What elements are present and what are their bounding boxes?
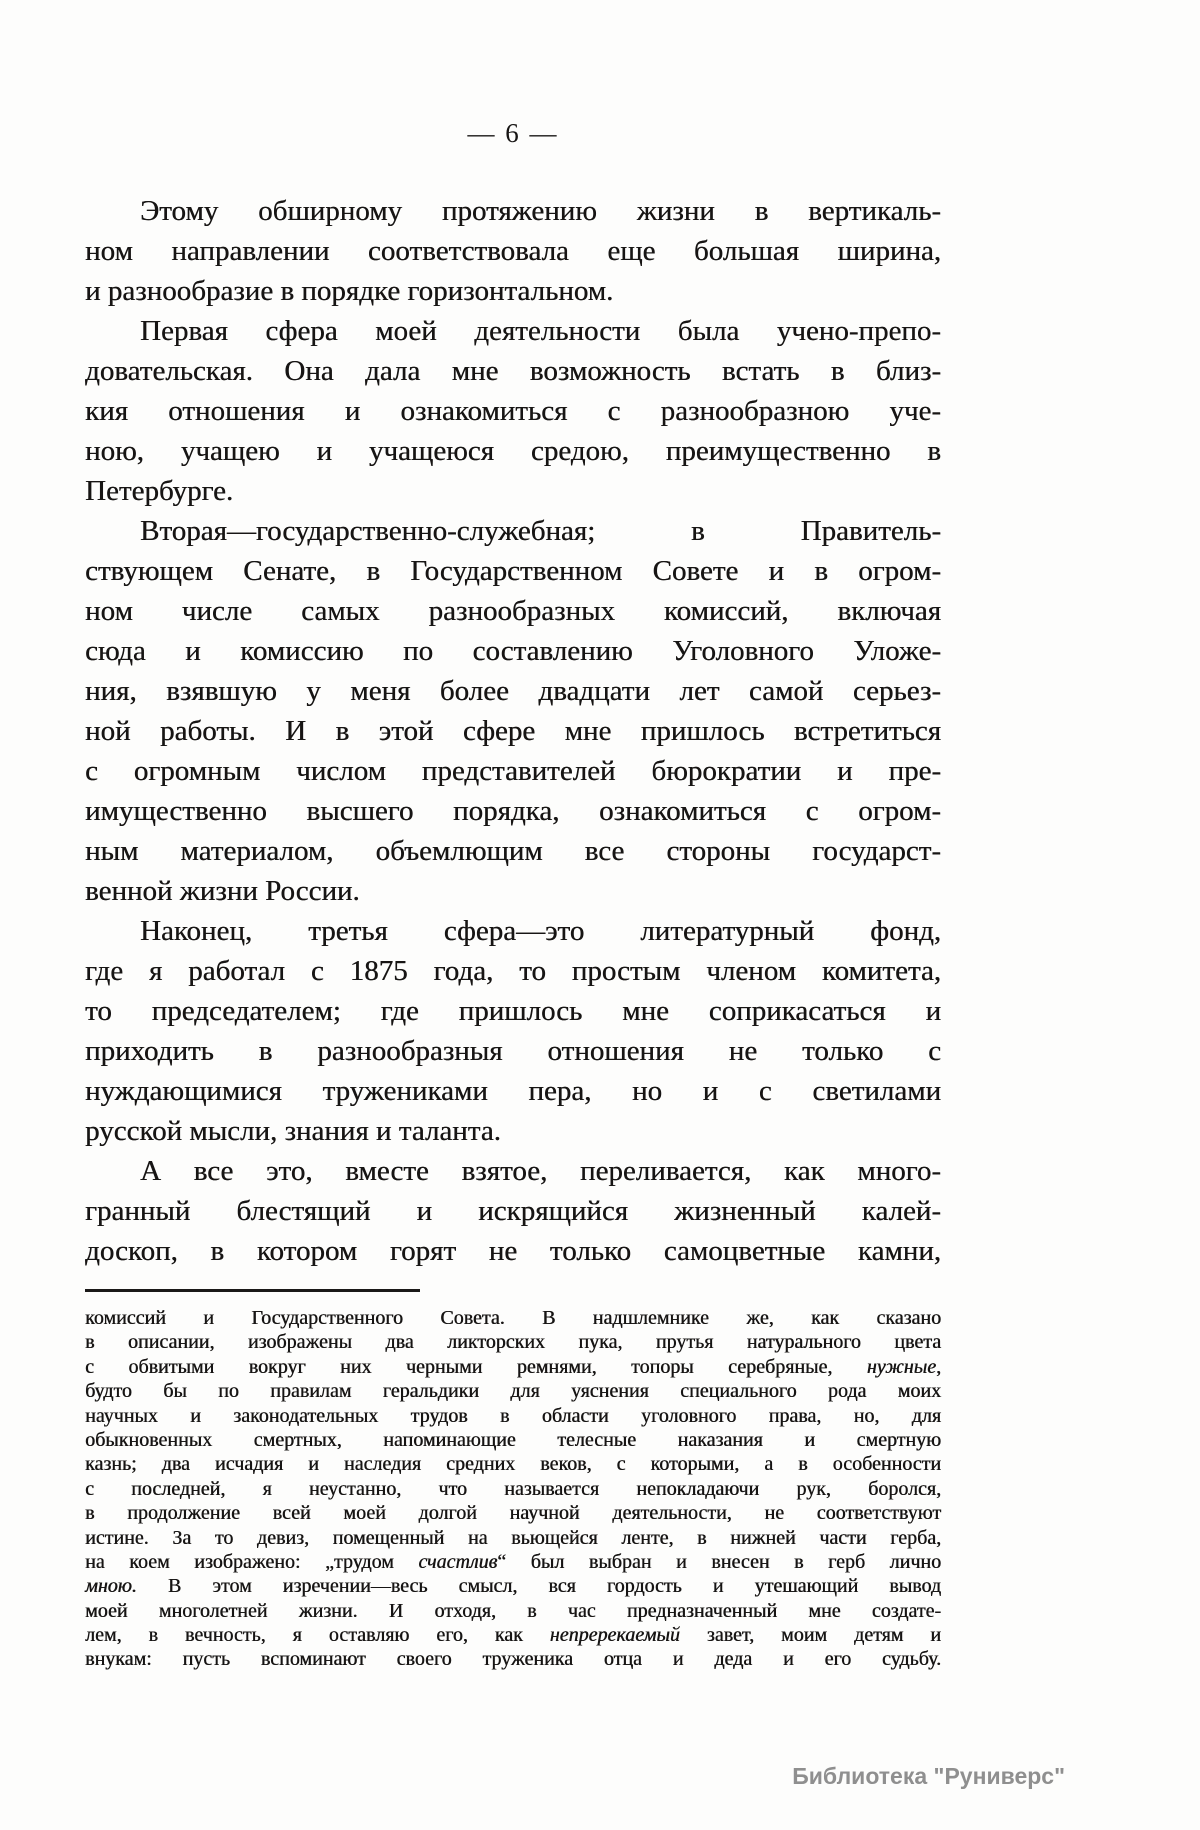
text-line: ным материалом, объемлющим все стороны государст- [85, 835, 941, 867]
text-line: сюда и комиссию по составлению Уголовного Уложе- [85, 635, 941, 667]
paragraph [85, 1151, 941, 1271]
page-number: — 6 — [467, 118, 559, 148]
footnote-line: на коем изображено: „трудом счастлив“ был выбран и внесен в герб лично [85, 1550, 942, 1573]
footnote-line: моей многолетней жизни. И отходя, в час предназначенный мне создате- [85, 1599, 941, 1622]
text-line: нуждающимися тружениками пера, но и с светилами [85, 1075, 941, 1107]
text-line: ном числе самых разнообразных комиссий, включая [85, 595, 941, 627]
paragraph [85, 511, 941, 911]
text-line: и разнообразие в порядке горизонтальном. [85, 275, 614, 307]
text-line: Наконец, третья сфера—это литературный фонд, [140, 915, 941, 947]
footnote-line: лем, в вечность, я оставляю его, как непререкаемый завет, моим детям и [85, 1624, 941, 1647]
footnote-line: комиссий и Государственного Совета. В надшлемнике же, как сказано [85, 1307, 941, 1329]
text-line: Первая сфера моей деятельности была учено-препо- [140, 315, 941, 347]
text-line: с огромным числом представителей бюрократии и пре- [85, 755, 941, 787]
text-line: русской мысли, знания и таланта. [85, 1115, 501, 1147]
footnote-line: с обвитыми вокруг них черными ремнями, топоры серебряные, нужные, [85, 1355, 941, 1378]
text-line: то председателем; где пришлось мне соприкасаться и [85, 995, 941, 1027]
library-watermark: Библиотека "Руниверс" [792, 1763, 1065, 1789]
text-line: кия отношения и ознакомиться с разнообразною уче- [85, 395, 941, 427]
text-line: ния, взявшую у меня более двадцати лет самой серьез- [85, 675, 941, 707]
footnote-line: внукам: пусть вспоминают своего труженика отца и деда и его судьбу. [85, 1648, 941, 1671]
text-line: приходить в разнообразныя отношения не только с [85, 1035, 941, 1067]
text-line: ствующем Сенате, в Государственном Совете и в огром- [85, 555, 941, 587]
text-line: Вторая—государственно-служебная; в Правитель- [140, 515, 941, 547]
footnote-line: мною. В этом изречении—весь смысл, вся гордость и утешающий вывод [85, 1575, 941, 1598]
footnote-line: истине. За то девиз, помещенный на вьющейся ленте, в нижней части герба, [85, 1526, 941, 1549]
footnote [85, 1306, 941, 1672]
paragraph [85, 311, 941, 511]
footnote-line: научных и законодательных трудов в области уголовного права, но, для [85, 1404, 941, 1427]
footnote-line: обыкновенных смертных, напоминающие телесные наказания и смертную [85, 1428, 941, 1451]
text-line: ной работы. И в этой сфере мне пришлось встретиться [85, 715, 941, 747]
text-line: довательская. Она дала мне возможность встать в близ- [85, 355, 941, 387]
text-line: ною, учащею и учащеюся средою, преимущественно в [85, 435, 941, 467]
text-line: доскоп, в котором горят не только самоцветные камни, [85, 1235, 941, 1267]
text-line: ном направлении соответствовала еще большая ширина, [85, 235, 941, 267]
footnote-line: в продолжение всей моей долгой научной деятельности, не соответствуют [85, 1502, 941, 1525]
text-line: имущественно высшего порядка, ознакомиться с огром- [85, 795, 941, 827]
footnote-line: будто бы по правилам геральдики для уяснения специального рода моих [85, 1380, 941, 1403]
footnote-line: казнь; два исчадия и наследия средних веков, с которыми, а в особенности [85, 1453, 941, 1476]
footnote-line: с последней, я неустанно, что называется непокладаючи рук, боролся, [85, 1477, 941, 1500]
text-line: где я работал с 1875 года, то простым членом комитета, [85, 955, 941, 987]
text-line: венной жизни России. [85, 875, 360, 907]
text-block [85, 120, 941, 1672]
footnote-separator [85, 1289, 420, 1292]
text-line: А все это, вместе взятое, переливается, как много- [140, 1155, 941, 1187]
text-line: Петербурге. [85, 475, 234, 507]
footnote-line: в описании, изображены два ликторских пука, прутья натурального цвета [85, 1331, 941, 1354]
text-line: гранный блестящий и искрящийся жизненный калей- [85, 1195, 941, 1227]
text-line: Этому обширному протяжению жизни в вертикаль- [140, 195, 941, 227]
paragraph [85, 911, 941, 1151]
paragraph [85, 191, 941, 311]
